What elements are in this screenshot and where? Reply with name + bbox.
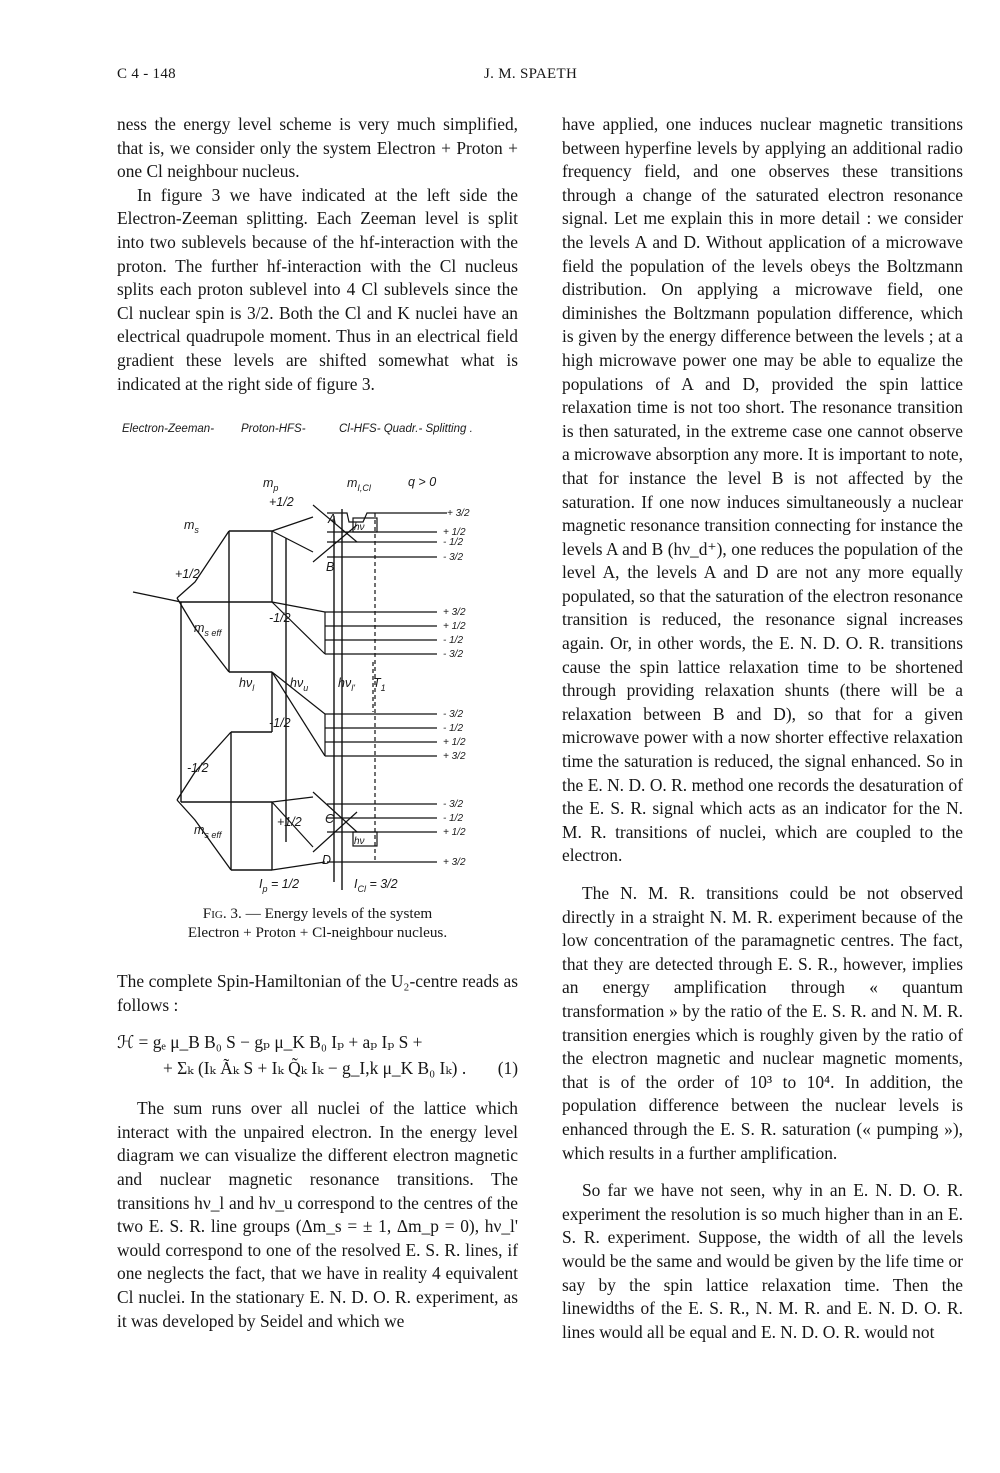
sublevel-label: - 3/2	[443, 649, 464, 660]
paragraph: The N. M. R. transitions could be not observed directly in a straight N. M. R. experiment because of the low concentration of the paramagnetic centres. The fact, that they are detected through E. S. R., however, implies an energy amplification through « quantum transformation » by the ratio of the E. S. R. and N. M. R. transition energies which is roughly given by the ratio of the electron magnetic and nuclear magnetic moments, that is of the order of 10³ to 10⁴. In addition, the population difference between the nuclear levels is enhanced through the E. S. R. saturation (« pumping »), which results in a further amplification.	[562, 883, 963, 1163]
paragraph: ness the energy level scheme is very much simplified, that is, we consider only the system Electron + Proton + one Cl neighbour nucleus.	[117, 114, 518, 182]
sublevel-label: + 1/2	[443, 827, 466, 838]
label-ms-plus-half: +1/2	[175, 567, 200, 581]
equation-text: + Σₖ (Iₖ Ãₖ S + Iₖ Q̃ₖ Iₖ − g_I,k μ_K B₀ Iₖ) .	[163, 1058, 467, 1079]
label-hv-d-minus: hν	[354, 836, 365, 847]
header-electron-zeeman: Electron-Zeeman-	[122, 423, 215, 435]
sublevel-label: + 3/2	[443, 607, 466, 618]
label-B: B	[326, 560, 335, 574]
label-hv-l: $h\nu_l$	[239, 676, 255, 693]
sublevel-label: + 3/2	[443, 751, 466, 762]
label-mp-plus-half-lower: +1/2	[277, 815, 302, 829]
label-q: q > 0	[408, 475, 437, 489]
label-mICl: $m_{I,Cl}$	[347, 476, 371, 493]
paragraph: In figure 3 we have indicated at the left side the Electron-Zeeman splitting. Each Zeeman level is split into two sublevels because of the hf-interaction with the proton. The further hf-interaction with the Cl nucleus splits each proton sublevel into 4 Cl sublevels since the Cl nuclear spin is 3/2. Both the Cl and K nuclei have an electrical quadrupole moment. Thus in an electrical field gradient these levels are shifted somewhat what is indicated at the right side of figure 3.	[117, 184, 518, 394]
lower-left-column	[117, 970, 518, 1333]
paragraph: have applied, one induces nuclear magnetic transitions between hyperfine levels by applying an additional radio frequency field, and one observes these transitions through a change of the saturated electron resonance signal. Let me explain this in more detail : we consider the levels A and D. Without application of a microwave field the population of the levels obeys the Boltzmann distribution. On applying a microwave field, one diminishes the Boltzmann population difference, which is given by the energy difference between the levels ; at a high microwave power one may be able to equalize the populations of A and D, provided the spin lattice relaxation time is not too short. The resonance transition is then saturated, in the extreme case one cannot observe a microwave absorption any more. It is important to note, that for instance the level B is not affected by the saturation. If one now induces simultaneously a nuclear magnetic resonance transition connecting for instance the levels A and B (hν_d⁺), one reduces the population of the level A, the levels A and D are not any more equally populated, so that the saturation of the electron resonance transition is reduced, the resonance signal increases again. Or, in other words, the E. N. D. O. R. transitions cause the spin lattice relaxation time to be shortened through providing relaxation shunts (there will be a relaxation between B and D), so that for a given microwave power with a now shorter effective relaxation time the saturation is reduced, the signal enhanced. So in the E. N. D. O. R. method one records the desaturation of the E. S. R. signal which acts as an indicator for the N. M. R. transitions of nuclei, which are coupled to the electron.	[562, 114, 963, 866]
label-ms: $m_s$	[184, 518, 199, 535]
sublevel-label: + 1/2	[443, 527, 466, 538]
label-ms-eff-upper: $m_{s eff}$	[194, 621, 222, 638]
label-T1: $T_1$	[373, 676, 386, 693]
energy-level-figure	[117, 412, 518, 972]
equation-text: ℋ = gₑ μ_B B₀ S − gₚ μ_K B₀ Iₚ + aₚ Iₚ S +	[117, 1032, 423, 1053]
label-Ip: $I_p = 1/2$	[259, 877, 300, 894]
paragraph: The sum runs over all nuclei of the lattice which interact with the unpaired electron. In the energy level diagram we can visualize the different electron magnetic and nuclear magnetic resonance transitions. The transitions hν_l and hν_u correspond to the centres of the two E. S. R. line groups (Δm_s = ± 1, Δm_p = 0), hν_l' would correspond to one of the resolved E. S. R. lines, if one neglects the fact, that we have in reality 4 equivalent Cl nuclei. In the stationary E. N. D. O. R. experiment, as it was developed by Seidel and which we	[117, 1098, 518, 1331]
running-head-author: J. M. SPAETH	[484, 66, 578, 82]
label-C: C	[325, 812, 335, 826]
equation-line-2	[117, 1057, 518, 1097]
sublevel-label: - 1/2	[443, 813, 464, 824]
sublevel-label: + 3/2	[447, 508, 470, 519]
caption-line-2: Electron + Proton + Cl-neighbour nucleus.	[187, 924, 448, 941]
label-ms-minus-half: -1/2	[187, 761, 209, 775]
sublevel-label: + 1/2	[443, 737, 466, 748]
sublevel-label: - 1/2	[443, 635, 464, 646]
equation-line-1	[117, 1031, 518, 1057]
sublevel-label: - 1/2	[443, 723, 464, 734]
label-hv-lp: $h\nu_{l'}$	[338, 676, 355, 693]
label-ms-eff-lower: $m_{s eff}$	[194, 823, 222, 840]
energy-level-diagram	[117, 412, 518, 972]
left-column	[117, 113, 518, 396]
label-mp: $m_p$	[263, 476, 279, 493]
figure-caption	[117, 904, 518, 942]
sublevel-label: - 3/2	[443, 799, 464, 810]
sublevel-label: - 1/2	[443, 537, 464, 548]
label-mp-minus-half-lower: -1/2	[269, 716, 291, 730]
sublevel-label: - 3/2	[443, 709, 464, 720]
sublevel-label: + 3/2	[443, 857, 466, 868]
header-proton-hfs: Proton-HFS-	[241, 423, 306, 435]
label-hv-d-plus: hν	[354, 522, 365, 533]
cl-sublevel-labels	[443, 508, 470, 868]
label-mp-plus-half: +1/2	[269, 495, 294, 509]
page-number: C 4 - 148	[117, 66, 176, 82]
label-D: D	[322, 853, 332, 867]
sublevel-label: - 3/2	[443, 552, 464, 563]
paragraph: The complete Spin-Hamiltonian of the U₂-centre reads as follows :	[117, 971, 518, 1015]
zeeman-and-proton-splits	[177, 531, 231, 870]
header-cl-hfs: Cl-HFS- Quadr.- Splitting .	[339, 423, 473, 435]
equation-number: (1)	[497, 1058, 518, 1079]
label-A: A	[328, 512, 337, 526]
label-hv-u: $h\nu_u$	[290, 676, 309, 693]
right-column	[562, 113, 963, 1344]
caption-label: Fig. 3.	[202, 905, 242, 922]
label-ICl: $I_{Cl} = 3/2$	[354, 877, 398, 894]
sublevel-label: + 1/2	[443, 621, 466, 632]
level-lines	[133, 509, 342, 890]
label-mp-minus-half-upper: -1/2	[269, 611, 291, 625]
paragraph: So far we have not seen, why in an E. N. D. O. R. experiment the resolution is so much higher than in an E. S. R. experiment. Suppose, the width of all the levels would be the same and would be given by the life time or say by the spin lattice relaxation time. Then the linewidths of the E. S. R., N. M. R. and E. N. D. O. R. lines would all be equal and E. N. D. O. R. would not	[562, 1180, 963, 1342]
caption-line-1: — Energy levels of the system	[241, 905, 433, 922]
